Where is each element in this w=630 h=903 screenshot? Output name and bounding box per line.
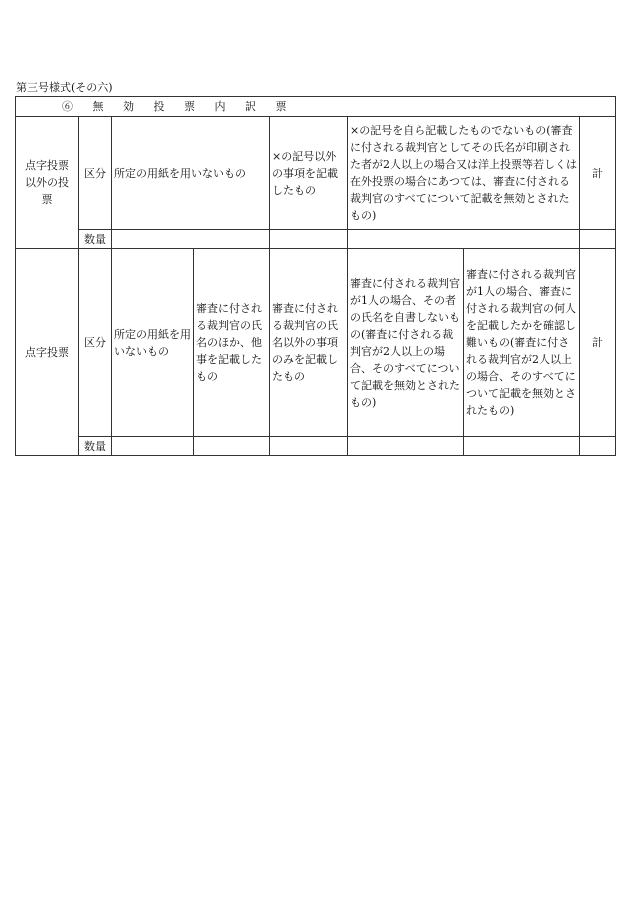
section1-quantity-other-matter[interactable] bbox=[270, 230, 348, 249]
section2-col-only-other: 審査に付される裁判官の氏名以外の事項のみを記載したもの bbox=[270, 249, 348, 437]
section2-col-other-matter: 審査に付される裁判官の氏名のほか、他事を記載したもの bbox=[194, 249, 270, 437]
section2-quantity-only-other[interactable] bbox=[270, 437, 348, 456]
section1-quantity-not-self-written[interactable] bbox=[348, 230, 580, 249]
section2-col-self-name: 審査に付される裁判官が1人の場合、その者の氏名を自書しないもの(審査に付される裁判官が2人以上の場合、そのすべてについて記載を無効とされたもの) bbox=[348, 249, 464, 437]
section1-category-label: 区分 bbox=[79, 117, 112, 230]
section2-quantity-other-matter[interactable] bbox=[194, 437, 270, 456]
table-title-row bbox=[16, 97, 616, 117]
table-title: ⑥ 無 効 投 票 内 訳 票 bbox=[16, 97, 616, 117]
form-title: 第三号様式(その六) bbox=[16, 81, 113, 94]
invalid-vote-breakdown-table bbox=[15, 96, 616, 456]
section1-col-unused-paper: 所定の用紙を用いないもの bbox=[112, 117, 270, 230]
section2-quantity-self-name[interactable] bbox=[348, 437, 464, 456]
section1-col-other-matter: ×の記号以外の事項を記載したもの bbox=[270, 117, 348, 230]
section2-quantity-total[interactable] bbox=[580, 437, 616, 456]
section2-category-label: 区分 bbox=[79, 249, 112, 437]
section1-quantity-unused-paper[interactable] bbox=[112, 230, 270, 249]
section1-col-not-self-written: ×の記号を自ら記載したものでないもの(審査に付される裁判官としてその氏名が印刷された者が2人以上の場合又は洋上投票等若しくは在外投票の場合にあつては、審査に付される裁判官のすべてについて記載を無効とされたもの) bbox=[348, 117, 580, 230]
section2-col-total: 計 bbox=[580, 249, 616, 437]
section1-col-total: 計 bbox=[580, 117, 616, 230]
section2-header-row bbox=[16, 249, 616, 437]
section1-quantity-total[interactable] bbox=[580, 230, 616, 249]
section2-col-unused-paper: 所定の用紙を用いないもの bbox=[112, 249, 194, 437]
section2-col-unidentifiable: 審査に付される裁判官が1人の場合、審査に付される裁判官の何人を記載したかを確認し難いもの(審査に付される裁判官が2人以上の場合、そのすべてについて記載を無効とされたもの) bbox=[464, 249, 580, 437]
section1-header-row bbox=[16, 117, 616, 230]
section2-quantity-row bbox=[16, 437, 616, 456]
section2-quantity-unidentifiable[interactable] bbox=[464, 437, 580, 456]
section1-quantity-row bbox=[16, 230, 616, 249]
section2-quantity-label: 数量 bbox=[79, 437, 112, 456]
section1-row-label: 点字投票以外の投票 bbox=[16, 117, 79, 249]
section1-quantity-label: 数量 bbox=[79, 230, 112, 249]
section2-row-label: 点字投票 bbox=[16, 249, 79, 456]
section2-quantity-unused-paper[interactable] bbox=[112, 437, 194, 456]
